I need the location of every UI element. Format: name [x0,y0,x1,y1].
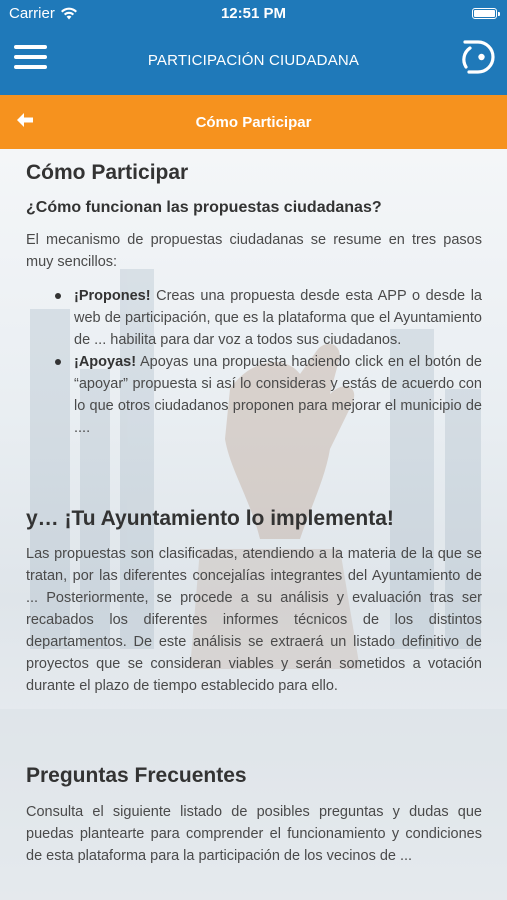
status-bar [0,0,507,28]
app-logo-icon[interactable] [461,38,495,76]
section-title-preguntas-frecuentes: Preguntas Frecuentes [26,764,247,787]
step-label: ¡Propones! [74,288,151,304]
intro-paragraph: El mecanismo de propuestas ciudadanas se resume en tres pasos muy sencillos: [26,232,482,270]
section-subtitle: ¿Cómo funcionan las propuestas ciudadanas? [26,199,382,216]
faq-paragraph: Consulta el siguiente listado de posibles preguntas y dudas que puedas plantearte para comprender el funcionamiento y condiciones de esta plataforma para la participación de los vecinos de ... [26,804,482,864]
carrier-label: Carrier [9,5,55,22]
bullet-dot-icon [55,359,61,365]
section-title-como-participar: Cómo Participar [26,161,189,184]
step-text: Apoyas una propuesta haciendo click en el botón de “apoyar” propuesta si así lo consideras y estás de acuerdo con lo que otros ciudadanos proponen para mejorar el municipio de .... [74,354,482,436]
battery-icon [472,8,497,19]
step-label: ¡Apoyas! [74,354,137,370]
list-item [48,285,482,351]
list-item [48,351,482,439]
battery-fill [474,10,495,17]
nav-bar [0,28,507,95]
sub-header [0,95,507,149]
nav-title: PARTICIPACIÓN CIUDADANA [147,52,360,69]
step-text: Creas una propuesta desde esta APP o desde la web de participación, que es la plataforma que el Ayuntamiento de ... habilita para dar voz a todos sus ciudadanos. [74,288,482,348]
section-title-implementa: y… ¡Tu Ayuntamiento lo implementa! [26,507,394,530]
bullet-dot-icon [55,293,61,299]
sub-header-title: Cómo Participar [195,114,312,131]
steps-list [48,285,482,439]
implementation-paragraph: Las propuestas son clasificadas, atendiendo a la materia de la que se tratan, por las diferentes concejalías integrantes del Ayuntamiento de ... Posteriormente, se procede a su análisis y evaluación tras ser recabados los diferentes informes técnicos de los distintos departamentos. De este análisis se extraerá un listado definitivo de proyectos que se consideran viables y serán sometidos a votación durante el plazo de tiempo establecido para ello. [26,546,482,694]
status-time: 12:51 PM [220,5,287,22]
content-area[interactable] [0,149,507,900]
